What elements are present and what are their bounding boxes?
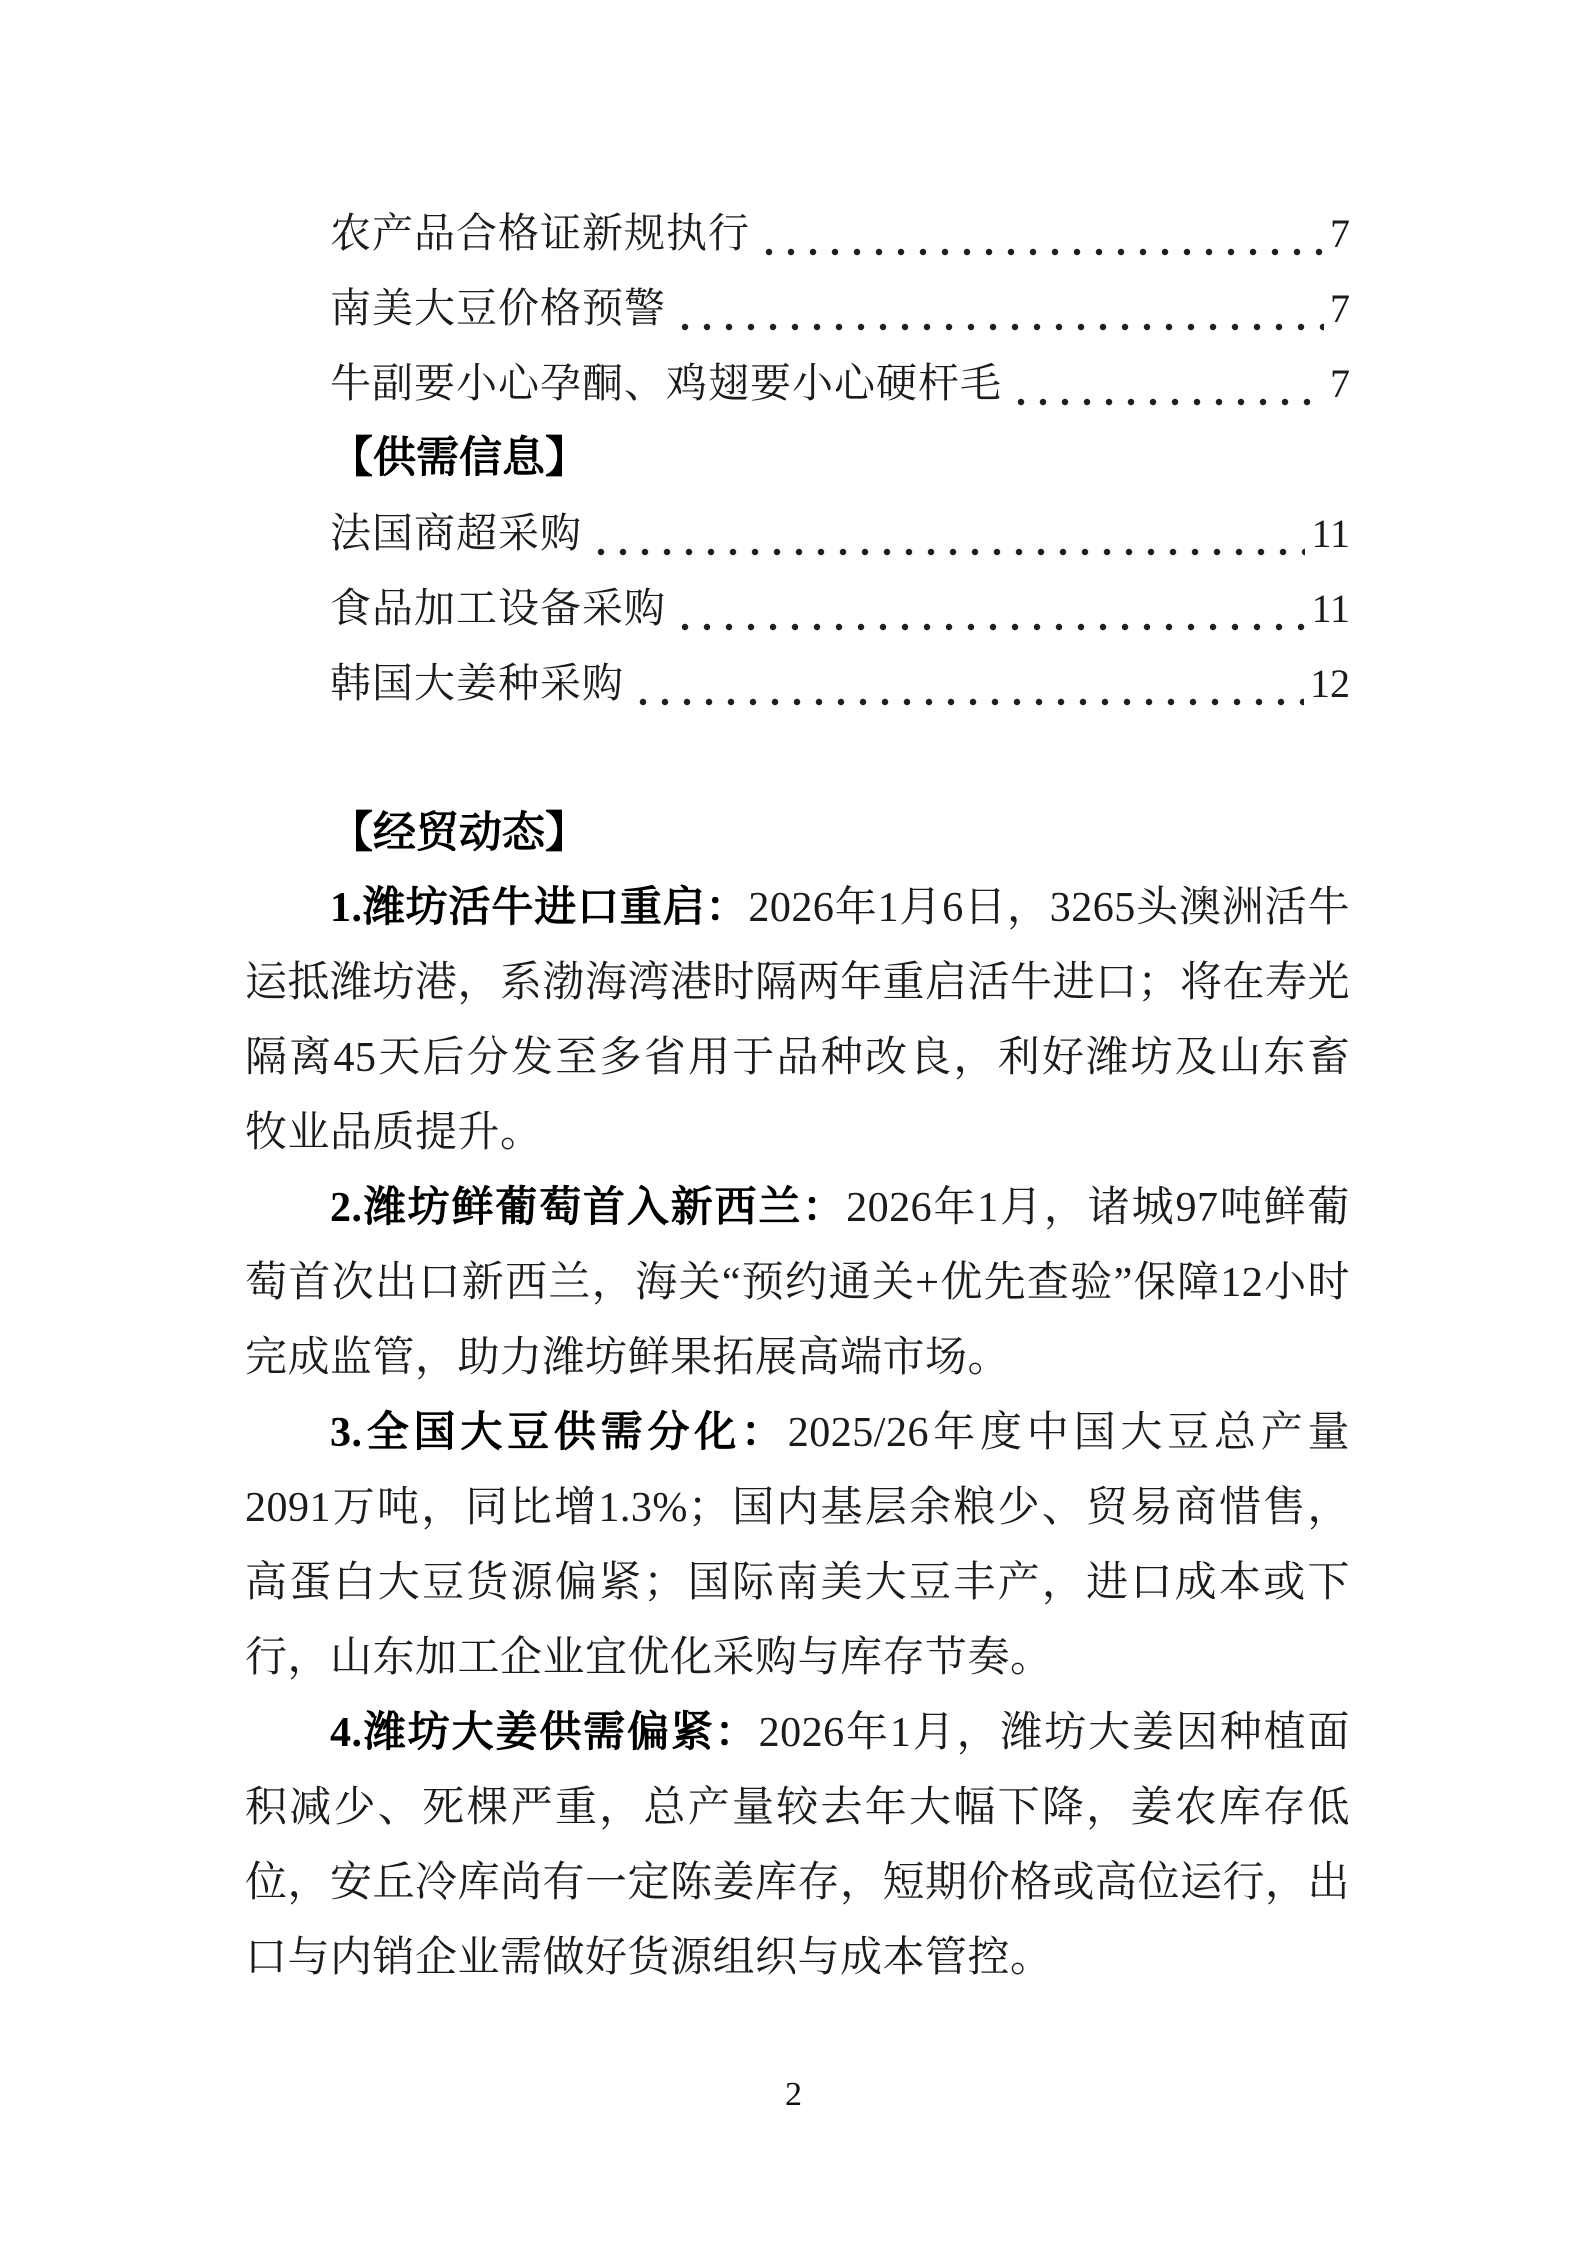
toc-section-header-supply-demand: 【供需信息】: [330, 435, 588, 482]
toc-dot-leader: [628, 646, 1304, 721]
toc-entry-page-number: 7: [1330, 286, 1350, 331]
toc-entry-page-number: 11: [1311, 511, 1350, 556]
toc-entry-title[interactable]: 牛副要小心孕酮、鸡翅要小心硬杆毛: [330, 360, 1002, 406]
paragraph-live-cattle-import: [245, 871, 1350, 1171]
toc-entry[interactable]: [245, 571, 1350, 646]
toc-entry[interactable]: [245, 496, 1350, 571]
toc-entry-title[interactable]: 韩国大姜种采购: [330, 660, 624, 706]
toc-entry-title[interactable]: 南美大豆价格预警: [330, 285, 666, 331]
toc-entry-page-number: 7: [1330, 211, 1350, 256]
paragraph-text: 2026年1月，诸城97吨鲜葡萄首次出口新西兰，海关“预约通关+优先查验”保障12小时完成监管，助力潍坊鲜果拓展高端市场。: [245, 1185, 1350, 1381]
toc-dot-leader: [586, 496, 1305, 571]
paragraph-lead: 2.潍坊鲜葡萄首入新西兰：: [330, 1185, 847, 1231]
toc-entry-page-number: 11: [1311, 586, 1350, 631]
paragraph-soybean-supply: [245, 1396, 1350, 1696]
footer-page-number: 2: [785, 2076, 802, 2113]
toc-entry[interactable]: [245, 346, 1350, 421]
toc-entry[interactable]: [245, 271, 1350, 346]
page-content: [245, 196, 1350, 1996]
paragraph-lead: 1.潍坊活牛进口重启：: [330, 885, 749, 931]
spacer: [245, 721, 1350, 796]
body-section-header-trade-news: 【经贸动态】: [330, 810, 588, 857]
toc-entry-page-number: 7: [1330, 361, 1350, 406]
toc-dot-leader: [754, 196, 1324, 271]
paragraph-text: 2025/26年度中国大豆总产量2091万吨，同比增1.3%；国内基层余粮少、贸易商惜售，高蛋白大豆货源偏紧；国际南美大豆丰产，进口成本或下行，山东加工企业宜优化采购与库存节奏。: [245, 1410, 1350, 1681]
toc-dot-leader: [670, 271, 1324, 346]
toc-entry[interactable]: [245, 196, 1350, 271]
toc-dot-leader: [1006, 346, 1324, 421]
paragraph-text: 2026年1月6日，3265头澳洲活牛运抵潍坊港，系渤海湾港时隔两年重启活牛进口；将在寿光隔离45天后分发至多省用于品种改良，利好潍坊及山东畜牧业品质提升。: [245, 885, 1351, 1156]
paragraph-ginger-supply: [245, 1696, 1350, 1996]
toc-entry-page-number: 12: [1310, 661, 1350, 706]
toc-dot-leader: [670, 571, 1305, 646]
paragraph-lead: 4.潍坊大姜供需偏紧：: [330, 1710, 759, 1756]
paragraph-grape-export: [245, 1171, 1350, 1396]
toc-entry-title[interactable]: 农产品合格证新规执行: [330, 210, 750, 256]
toc-entry-title[interactable]: 法国商超采购: [330, 510, 582, 556]
paragraph-text: 2026年1月，潍坊大姜因种植面积减少、死棵严重，总产量较去年大幅下降，姜农库存低位，安丘冷库尚有一定陈姜库存，短期价格或高位运行，出口与内销企业需做好货源组织与成本管控。: [245, 1710, 1351, 1981]
paragraph-lead: 3.全国大豆供需分化：: [330, 1410, 788, 1456]
toc-entry[interactable]: [245, 646, 1350, 721]
toc-entry-title[interactable]: 食品加工设备采购: [330, 585, 666, 631]
